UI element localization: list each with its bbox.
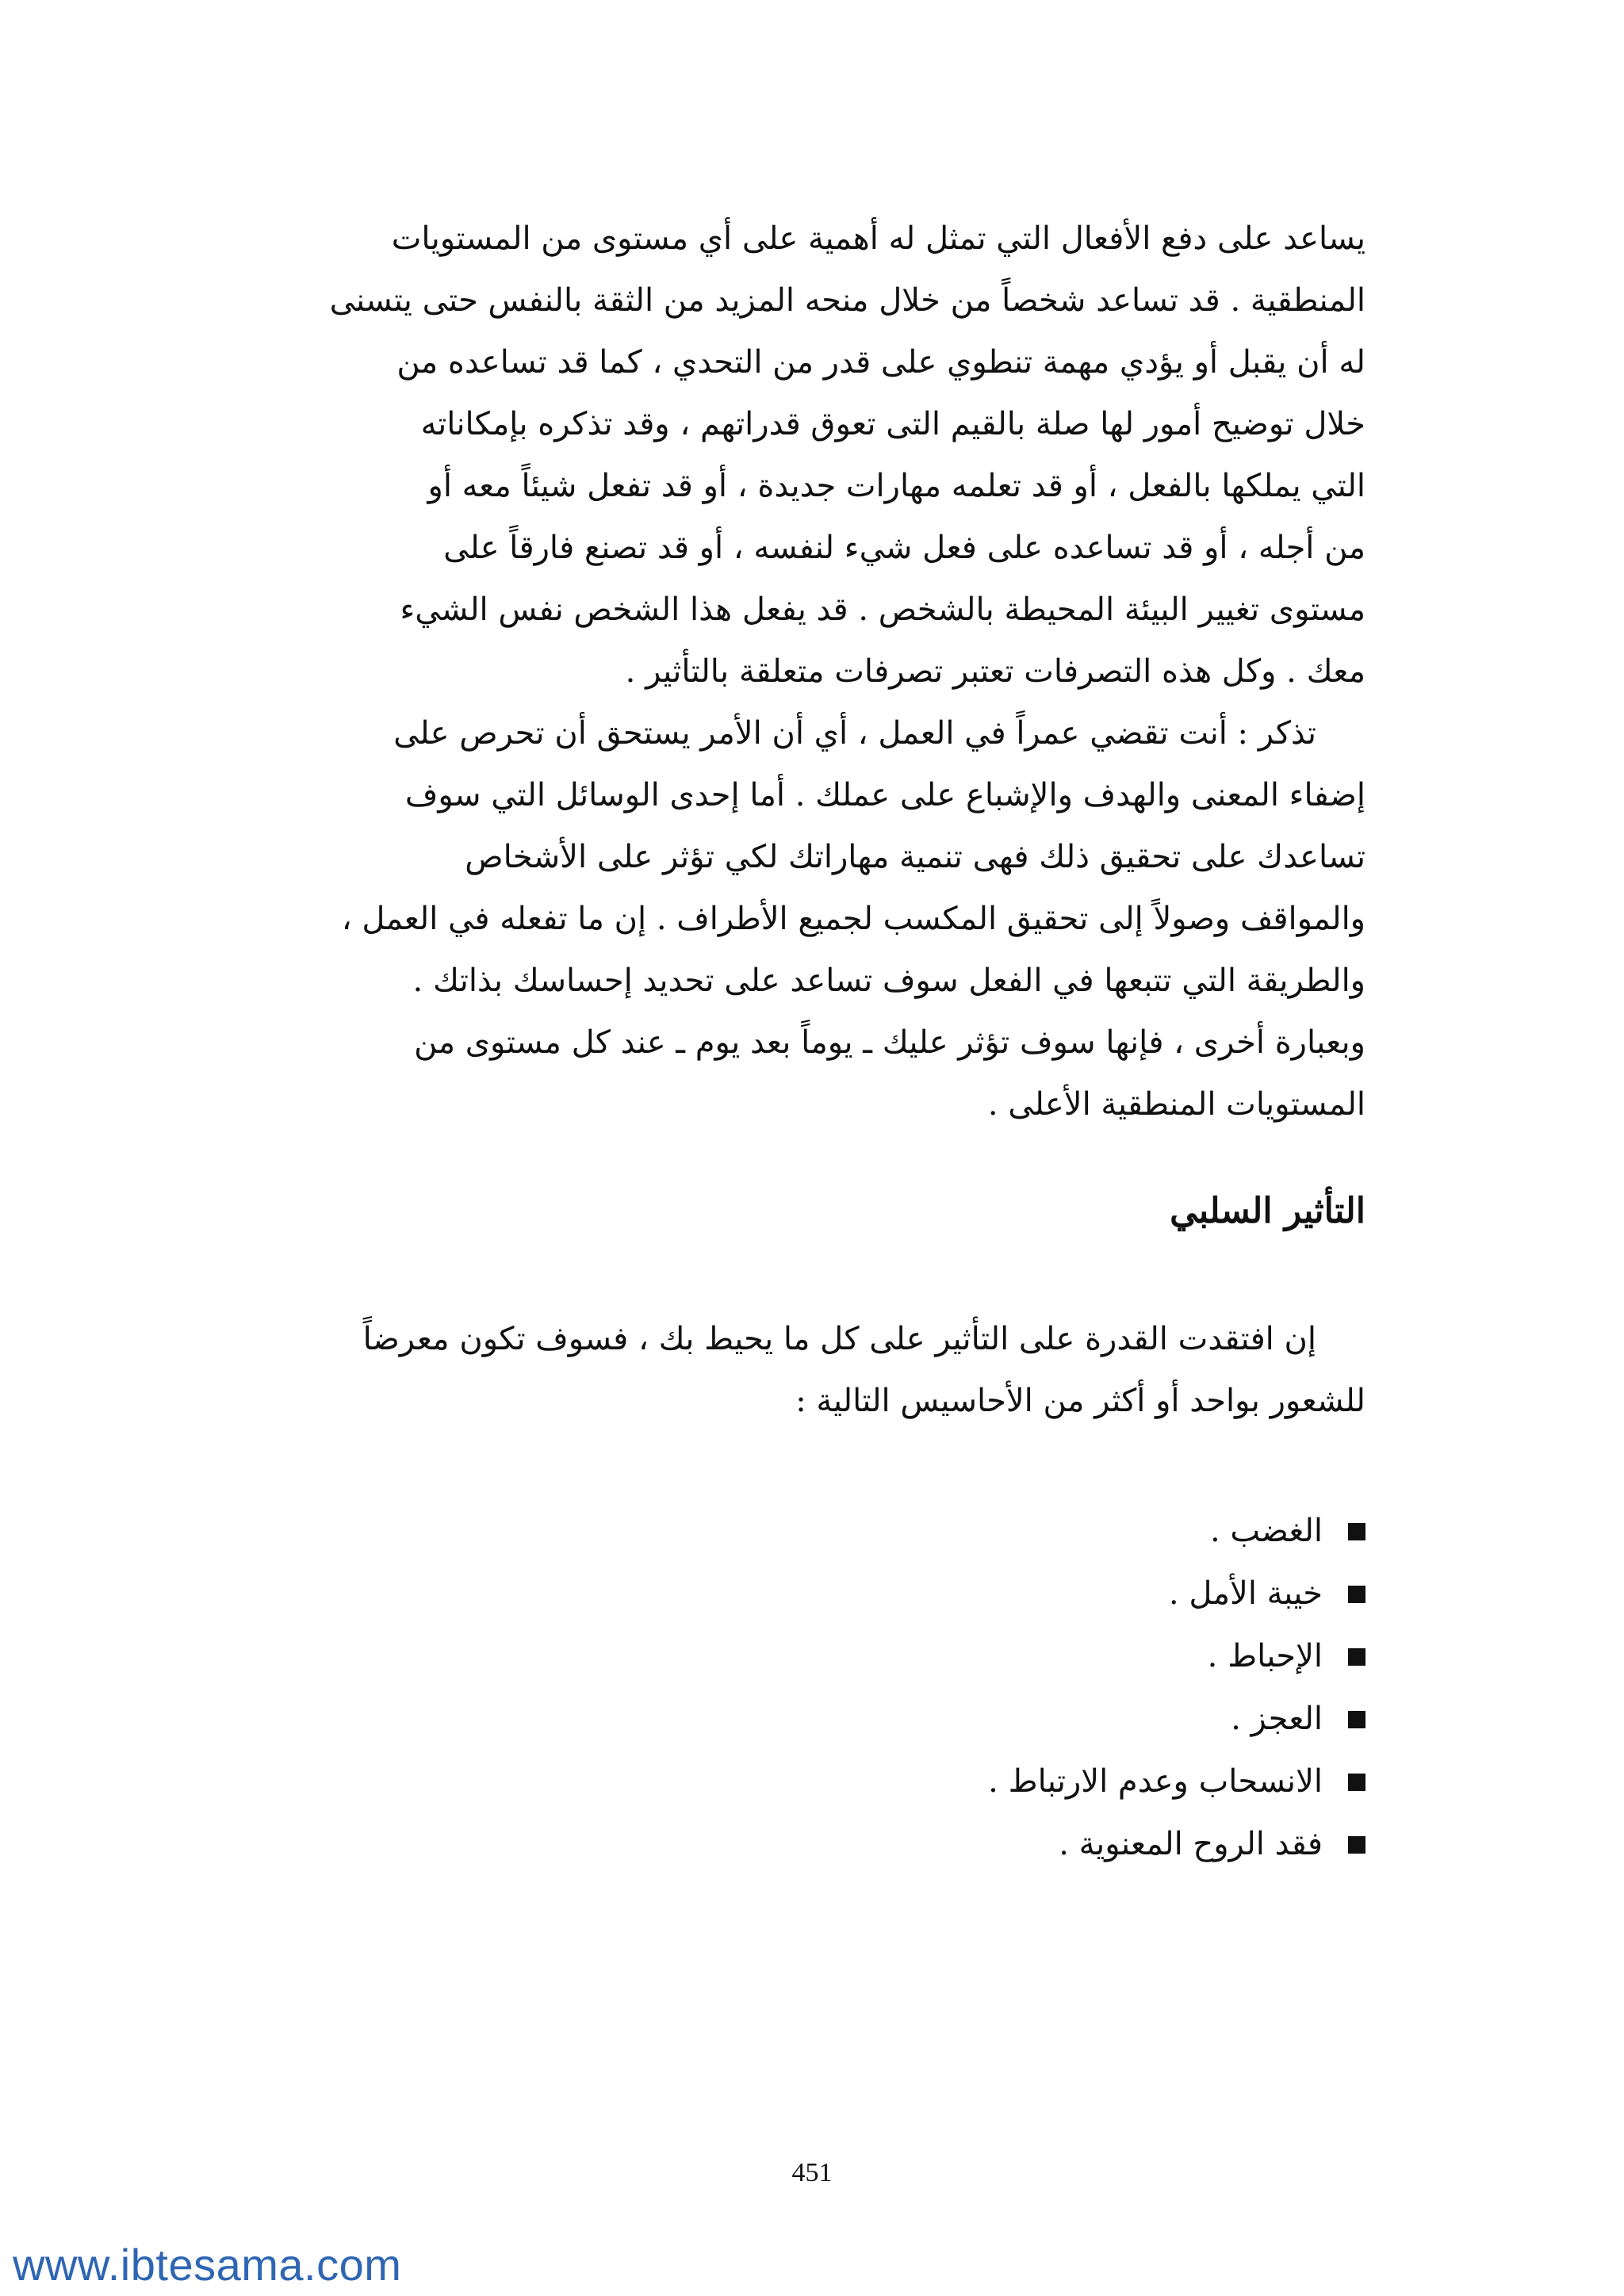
- paragraph-3: [274, 1308, 1365, 1432]
- list-item: [988, 1500, 1365, 1563]
- list-item-text: الانسحاب وعدم الارتباط .: [988, 1763, 1323, 1800]
- paragraph-2-line: والطريقة التي تتبعها في الفعل سوف تساعد على تحديد إحساسك بذاتك .: [412, 962, 1365, 999]
- paragraph-1-line: معك . وكل هذه التصرفات تعتبر تصرفات متعلقة بالتأثير .: [625, 653, 1365, 690]
- feelings-list: [988, 1500, 1365, 1876]
- list-item: [988, 1813, 1365, 1876]
- paragraph-2: [274, 702, 1365, 1135]
- list-item: [988, 1751, 1365, 1813]
- section-heading: التأثير السلبي: [1170, 1191, 1365, 1231]
- list-item-text: العجز .: [1231, 1701, 1323, 1737]
- list-item: [988, 1563, 1365, 1625]
- list-item-text: الغضب .: [1210, 1513, 1323, 1549]
- paragraph-3-line: للشعور بواحد أو أكثر من الأحاسيس التالية :: [795, 1383, 1365, 1419]
- list-item-text: الإحباط .: [1207, 1638, 1323, 1674]
- square-bullet-icon: [1348, 1648, 1365, 1666]
- paragraph-1-line: مستوى تغيير البيئة المحيطة بالشخص . قد يفعل هذا الشخص نفس الشيء: [400, 591, 1365, 628]
- square-bullet-icon: [1348, 1836, 1365, 1854]
- square-bullet-icon: [1348, 1774, 1365, 1791]
- paragraph-3-line: إن افتقدت القدرة على التأثير على كل ما يحيط بك ، فسوف تكون معرضاً: [362, 1321, 1316, 1357]
- square-bullet-icon: [1348, 1711, 1365, 1728]
- list-item-text: خيبة الأمل .: [1168, 1575, 1323, 1612]
- square-bullet-icon: [1348, 1586, 1365, 1603]
- list-item: [988, 1688, 1365, 1751]
- paragraph-2-line: والمواقف وصولاً إلى تحقيق المكسب لجميع الأطراف . إن ما تفعله في العمل ،: [341, 901, 1365, 937]
- paragraph-1-line: خلال توضيح أمور لها صلة بالقيم التى تعوق قدراتهم ، وقد تذكره بإمكاناته: [420, 406, 1365, 442]
- paragraph-2-line: المستويات المنطقية الأعلى .: [987, 1086, 1365, 1123]
- watermark-url: www.ibtesama.com: [13, 2240, 402, 2290]
- paragraph-2-line: إضفاء المعنى والهدف والإشباع على عملك . أما إحدى الوسائل التي سوف: [404, 777, 1365, 813]
- paragraph-1-line: له أن يقبل أو يؤدي مهمة تنطوي على قدر من التحدي ، كما قد تساعده من: [396, 344, 1365, 381]
- paragraph-2-line: تذكر : أنت تقضي عمراً في العمل ، أي أن الأمر يستحق أن تحرص على: [393, 715, 1316, 752]
- paragraph-2-line: تساعدك على تحقيق ذلك فهى تنمية مهاراتك لكي تؤثر على الأشخاص: [465, 839, 1365, 875]
- paragraph-1-line: التي يملكها بالفعل ، أو قد تعلمه مهارات جديدة ، أو قد تفعل شيئاً معه أو: [427, 468, 1365, 504]
- paragraph-1-line: يساعد على دفع الأفعال التي تمثل له أهمية على أي مستوى من المستويات: [391, 220, 1365, 257]
- list-item: [988, 1625, 1365, 1688]
- paragraph-1-line: المنطقية . قد تساعد شخصاً من خلال منحه المزيد من الثقة بالنفس حتى يتسنى: [329, 282, 1365, 319]
- paragraph-1: [274, 208, 1365, 702]
- list-item-text: فقد الروح المعنوية .: [1059, 1826, 1323, 1862]
- paragraph-2-line: وبعبارة أخرى ، فإنها سوف تؤثر عليك ـ يوماً بعد يوم ـ عند كل مستوى من: [414, 1024, 1365, 1061]
- square-bullet-icon: [1348, 1523, 1365, 1540]
- page-number: 451: [791, 2158, 833, 2187]
- paragraph-1-line: من أجله ، أو قد تساعده على فعل شيء لنفسه ، أو قد تصنع فارقاً على: [443, 530, 1365, 566]
